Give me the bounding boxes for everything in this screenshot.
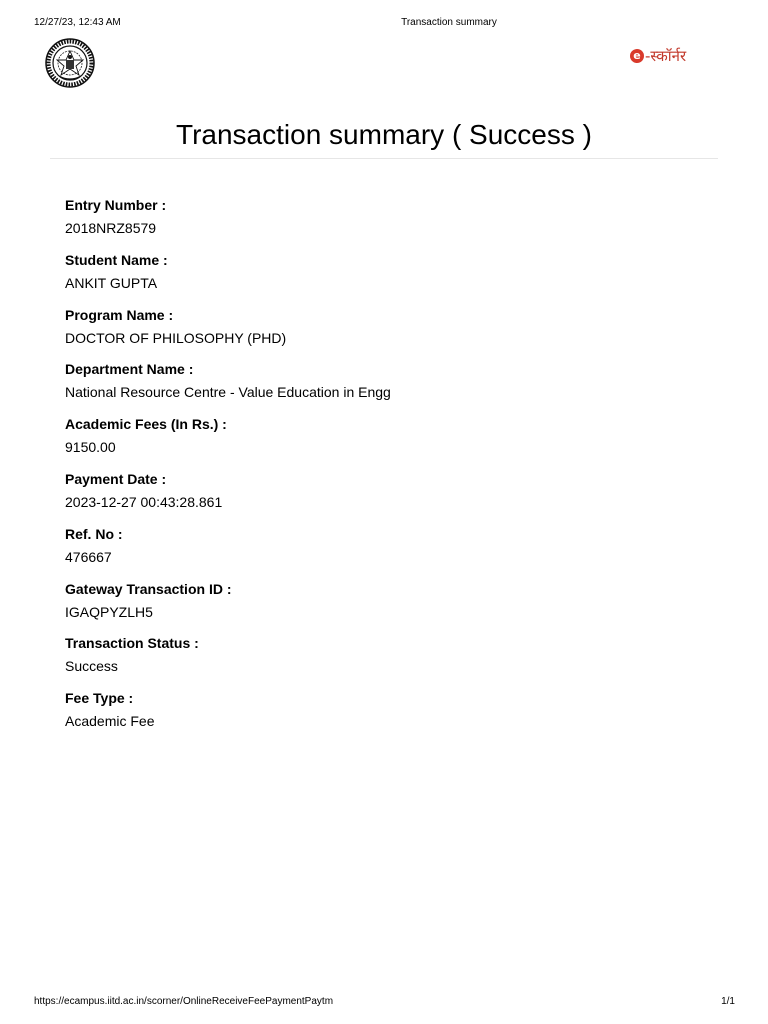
- print-footer: [0, 996, 768, 1008]
- field-label: Entry Number :: [65, 197, 167, 213]
- field-value: National Resource Centre - Value Education in Engg: [65, 384, 391, 401]
- brand-text: -स्कॉर्नर: [645, 47, 687, 65]
- field-label: Student Name :: [65, 251, 168, 268]
- transaction-details: [65, 196, 705, 744]
- field-value: 2023-12-27 00:43:28.861: [65, 493, 223, 510]
- brand-e-mark: e: [630, 49, 644, 63]
- print-header: [0, 17, 768, 29]
- field-value: 476667: [65, 548, 112, 565]
- field-value: IGAQPYZLH5: [65, 603, 153, 620]
- field-entry-number: [65, 196, 705, 251]
- field-program-name: [65, 306, 705, 361]
- page-title: Transaction summary ( Success ): [176, 119, 592, 150]
- field-value: 9150.00: [65, 439, 116, 456]
- field-value: Success: [65, 658, 118, 675]
- field-label: Fee Type :: [65, 690, 134, 707]
- print-doc-title: Transaction summary: [401, 17, 497, 28]
- field-label: Program Name :: [65, 306, 174, 323]
- field-label: Ref. No :: [65, 525, 123, 542]
- field-label: Department Name :: [65, 361, 194, 378]
- field-payment-date: [65, 470, 705, 525]
- field-value: DOCTOR OF PHILOSOPHY (PHD): [65, 329, 287, 346]
- field-student-name: [65, 251, 705, 306]
- print-page-number: 1/1: [721, 996, 735, 1007]
- field-fee-type: [65, 689, 705, 744]
- institute-logo: [45, 38, 95, 88]
- field-transaction-status: [65, 634, 705, 689]
- print-datetime: 12/27/23, 12:43 AM: [34, 17, 121, 28]
- field-label: Academic Fees (In Rs.) :: [65, 416, 227, 433]
- field-value: Academic Fee: [65, 713, 155, 730]
- title-divider: [50, 158, 718, 159]
- field-value: ANKIT GUPTA: [65, 274, 158, 291]
- field-ref-no: [65, 525, 705, 580]
- field-academic-fees: [65, 415, 705, 470]
- field-label: Gateway Transaction ID :: [65, 580, 232, 597]
- field-value: 2018NRZ8579: [65, 220, 157, 236]
- field-label: Transaction Status :: [65, 635, 199, 652]
- e-scorner-brand: [630, 46, 686, 66]
- field-gateway-transaction-id: [65, 580, 705, 635]
- field-label: Payment Date :: [65, 470, 167, 487]
- print-url: https://ecampus.iitd.ac.in/scorner/OnlineReceiveFeePaymentPaytm: [34, 996, 334, 1007]
- field-department-name: [65, 360, 705, 415]
